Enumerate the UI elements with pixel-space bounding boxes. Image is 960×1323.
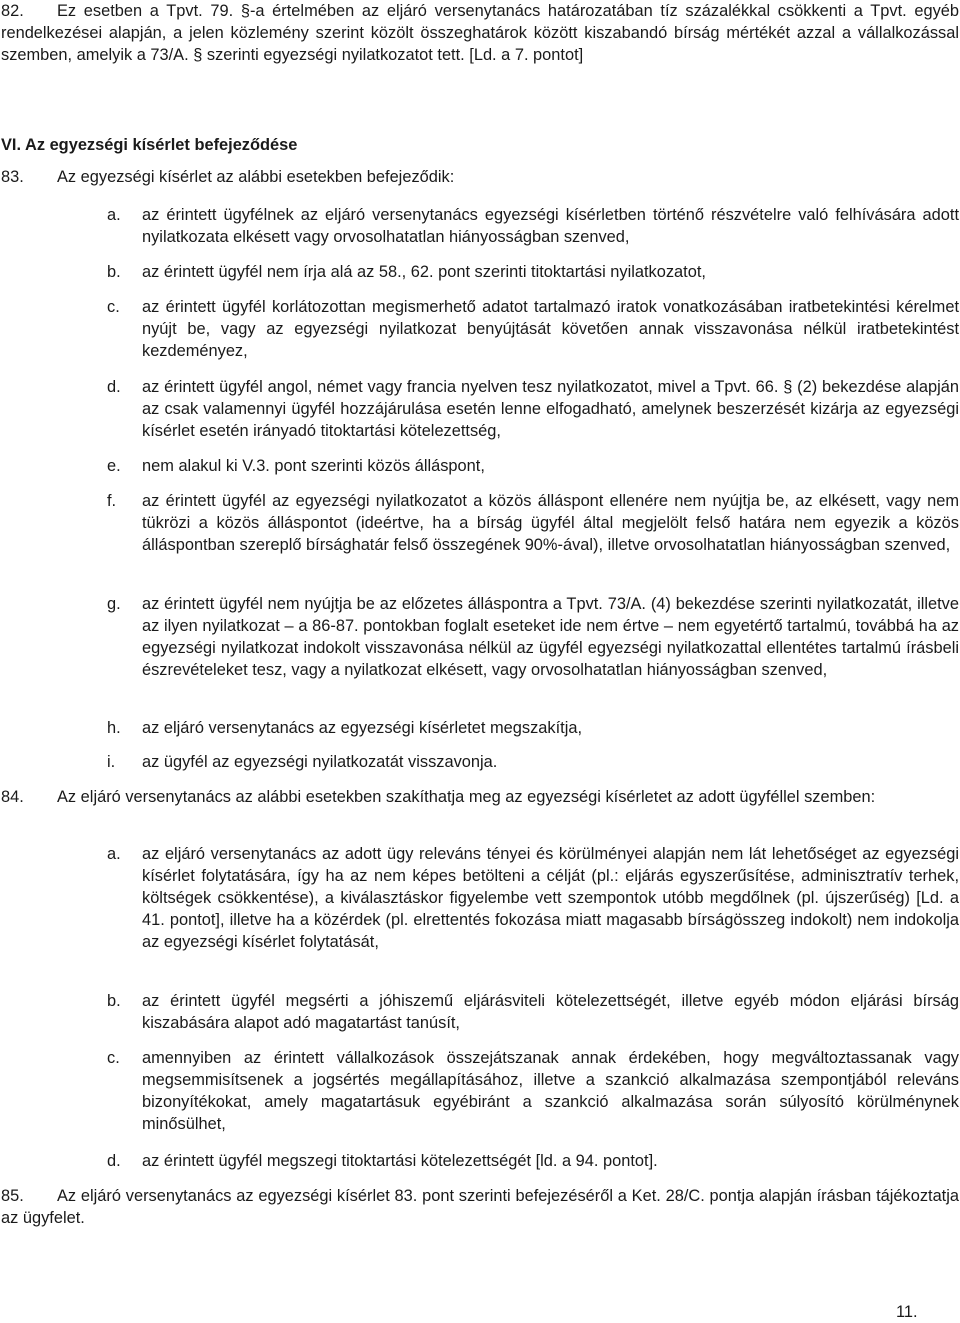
item-83d [0,376,959,442]
paragraph-number: 85. [1,1187,24,1205]
item-text: az érintett ügyfél megsérti a jóhiszemű eljárásviteli kötelezettségét, illetve egyéb módon eljárási bírság kiszabására alapot adó magatartást tanúsít, [142,992,959,1032]
item-83e [0,455,959,477]
item-83f [0,490,959,556]
item-83h [0,717,959,739]
item-84c [0,1047,959,1135]
item-text: nem alakul ki V.3. pont szerinti közös álláspont, [142,457,485,475]
item-letter: a. [107,845,121,863]
item-letter: f. [107,492,117,510]
item-letter: a. [107,206,121,224]
paragraph-number: 82. [1,2,24,20]
item-83b [0,261,959,283]
item-letter: e. [107,457,121,475]
paragraph-82 [1,0,959,66]
item-83c [0,296,959,362]
paragraph-text: Az eljáró versenytanács az alábbi esetekben szakíthatja meg az egyezségi kísérletet az adott ügyféllel szemben: [57,788,876,806]
item-83a [0,204,959,248]
paragraph-number: 83. [1,168,24,186]
paragraph-text: Az eljáró versenytanács az egyezségi kísérlet 83. pont szerinti befejezéséről a Ket. 28/C. pontja alapján írásban tájékoztatja az ügyfelet. [1,1187,959,1227]
paragraph-number: 84. [1,788,24,806]
item-letter: g. [107,595,121,613]
item-83g [0,593,959,681]
item-letter: c. [107,298,120,316]
item-text: amennyiben az érintett vállalkozások összejátszanak annak érdekében, hogy megváltoztassanak vagy megsemmisítsenek a jogsértés megállapításához, illetve a szankció alkalmazása szempontjából releváns bizonyítékokat, amely magatartásuk egyébiránt a szankció alkalmazása során súlyosító körülménynek minősülhet, [142,1049,959,1133]
item-letter: c. [107,1049,120,1067]
section-heading [1,134,959,156]
item-letter: d. [107,1152,121,1170]
item-text: az érintett ügyfél korlátozottan megismerhető adatot tartalmazó iratok vonatkozásában iratbetekintési kérelmet nyújt be, vagy az egyezségi nyilatkozat benyújtását követően annak visszavonása nélkül iratbetekintést kezdeményez, [142,298,959,360]
item-letter: h. [107,719,121,737]
page-number: 11. [896,1303,918,1321]
item-text: az érintett ügyfél nem nyújtja be az előzetes álláspontra a Tpvt. 73/A. (4) bekezdése szerinti nyilatkozatát, illetve az ilyen nyilatkozat – a 86-87. pontokban foglalt eseteket ide nem értve – nem egyetértő tartalmú, továbbá ha az egyezségi nyilatkozat indokolt visszavonása nélkül az ügyfél egyezségi nyilatkozattal ellentétes tartalmú írásbeli észrevételeket tesz, vagy a nyilatkozat elkésett, vagy orvosolhatatlan hiányosságban szenved, [142,595,959,679]
paragraph-83 [1,166,959,188]
item-text: az eljáró versenytanács az egyezségi kísérletet megszakítja, [142,719,583,737]
item-84a [0,843,959,953]
paragraph-text: Ez esetben a Tpvt. 79. §-a értelmében az eljáró versenytanács határozatában tíz százalékkal csökkenti a Tpvt. egyéb rendelkezései alapján, a jelen közlemény szerint közölt összeghatárok között kiszabandó bírság mértékét azzal a vállalkozással szemben, amelyik a 73/A. § szerinti egyezségi nyilatkozatot tett. [Ld. a 7. pontot] [1,2,959,64]
item-84b [0,990,959,1034]
item-letter: b. [107,263,121,281]
item-letter: d. [107,378,121,396]
item-84d [0,1150,959,1172]
paragraph-85 [1,1185,959,1229]
item-text: az érintett ügyfél megszegi titoktartási kötelezettségét [ld. a 94. pontot]. [142,1152,658,1170]
item-text: az érintett ügyfél nem írja alá az 58., 62. pont szerinti titoktartási nyilatkozatot, [142,263,706,281]
item-text: az érintett ügyfél az egyezségi nyilatkozatot a közös álláspont ellenére nem nyújtja be, az elkésett, vagy nem tükrözi a közös álláspontot (ideértve, ha a bírság ügyfél által megjelölt felső határa nem egyezik a közös álláspontban szereplő bírsághatár felső összegének 90%-ával), illetve orvosolhatatlan hiányosságban szenved, [142,492,959,554]
item-83i [0,751,959,773]
paragraph-84 [1,786,959,808]
item-text: az érintett ügyfél angol, német vagy francia nyelven tesz nyilatkozatot, mivel a Tpvt. 66. § (2) bekezdése alapján az csak valamennyi ügyfél hozzájárulása esetén lenne elfogadható, amelynek beszerzését kizárja az egyezségi kísérlet esetén irányadó titoktartási kötelezettség, [142,378,959,440]
item-letter: i. [107,753,116,771]
item-letter: b. [107,992,121,1010]
paragraph-text: Az egyezségi kísérlet az alábbi esetekben befejeződik: [57,168,455,186]
section-title: VI. Az egyezségi kísérlet befejeződése [1,136,298,154]
item-text: az ügyfél az egyezségi nyilatkozatát visszavonja. [142,753,498,771]
item-text: az érintett ügyfélnek az eljáró versenytanács egyezségi kísérletben történő részvételre való felhívására adott nyilatkozata elkésett vagy orvosolhatatlan hiányosságban szenved, [142,206,959,246]
item-text: az eljáró versenytanács az adott ügy releváns tényei és körülményei alapján nem lát lehetőséget az egyezségi kísérlet folytatására, így ha az nem képes betölteni a célját (pl.: eljárás egyszerűsítése, adminisztratív terhek, költségek csökkentése), a kiválasztáskor figyelembe vett szempontok utóbb megdőlnek (pl. újszerűség) [Ld. a 41. pontot], illetve ha a közérdek (pl. elrettentés fokozása miatt magasabb bírságösszeg indokolt) nem indokolja az egyezségi kísérlet folytatását, [142,845,959,951]
